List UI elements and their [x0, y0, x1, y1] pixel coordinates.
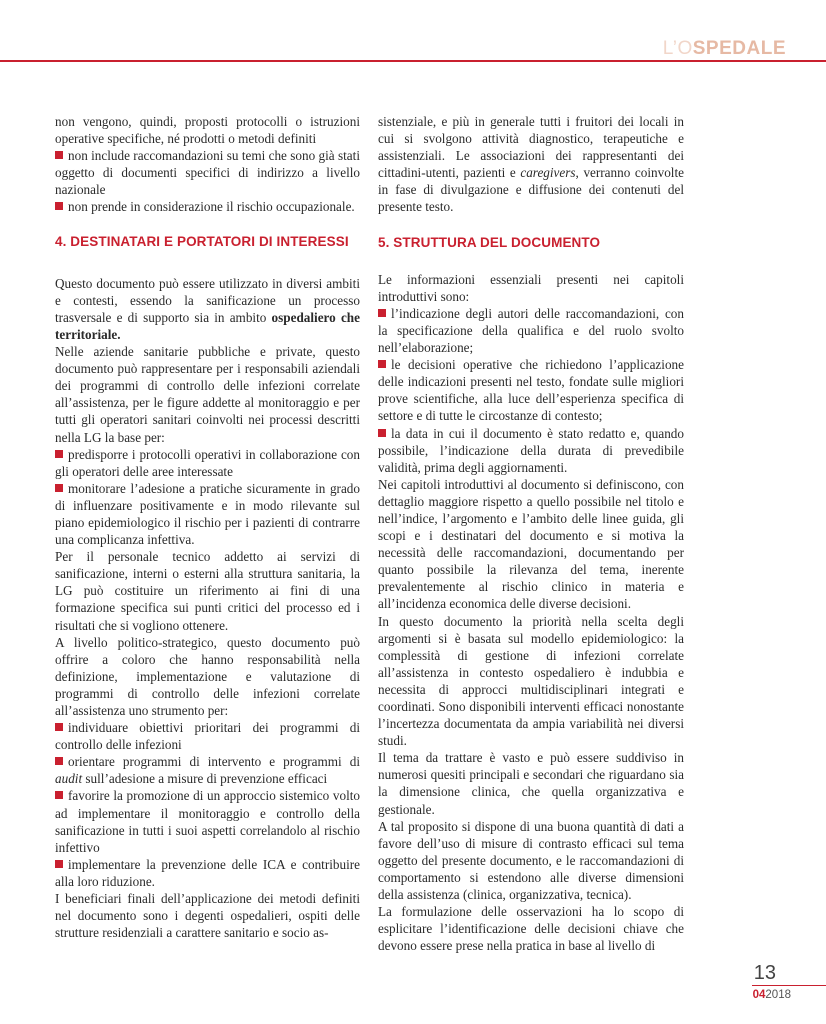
paragraph: La formulazione delle osservazioni ha lo scopo di esplicitare l’identificazione delle decisioni chiave che devono essere prese nella pratica in base al livello di	[378, 904, 684, 954]
paragraph: Il tema da trattare è vasto e può essere suddiviso in numerosi quesiti principali e secondari che riguardano sia la dimensione clinica, che quella organizzativa e gestionale.	[378, 750, 684, 817]
paragraph: Nelle aziende sanitarie pubbliche e private, questo documento può rappresentare per i responsabili aziendali dei programmi di controllo delle infezioni correlate all’assistenza, per le figure addette al monitoraggio e per tutti gli operatori sanitari coinvolti nei processi descritti nella LG la base per:	[55, 344, 360, 445]
paragraph: sistenziale, e più in generale tutti i fruitori dei locali in cui si svolgono attività diagnostico, terapeutiche e assistenziali. Le associazioni dei rappresentanti dei cittadini-utenti, pazienti e caregivers, verranno coinvolte in fase di divulgazione e diffusione dei contenuti del presente testo.	[378, 114, 684, 215]
bullet-square-icon	[378, 360, 386, 368]
masthead-prefix: L’O	[662, 38, 693, 59]
bullet-square-icon	[378, 429, 386, 437]
paragraph: Per il personale tecnico addetto ai servizi di sanificazione, interni o esterni alla struttura sanitaria, la LG può costituire un riferimento ai fini di una formazione specifica sui punti critici del processo ed i risultati che si vogliono ottenere.	[55, 549, 360, 633]
intro-paragraph: non vengono, quindi, proposti protocolli o istruzioni operative specifiche, né prodotti o metodi definiti	[55, 114, 360, 147]
section-heading-5: 5. STRUTTURA DEL DOCUMENTO	[378, 234, 601, 250]
list-item: le decisioni operative che richiedono l’applicazione delle indicazioni presenti nel testo, fondate sulle migliori prove scientifiche, alla luce dell’esperienza specifica di settore e di tutte le circostanze di contesto;	[378, 357, 684, 424]
list-item: orientare programmi di intervento e programmi di audit sull’adesione a misure di prevenzione efficaci	[55, 754, 360, 787]
issue-label: 042018	[752, 989, 791, 1001]
section-heading-4: 4. DESTINATARI E PORTATORI DI INTERESSI	[55, 233, 349, 249]
bullet-square-icon	[55, 202, 63, 210]
bullet-square-icon	[55, 151, 63, 159]
masthead-logo	[663, 38, 786, 60]
bullet-square-icon	[55, 484, 63, 492]
left-column	[55, 113, 360, 941]
masthead-title: SPEDALE	[692, 38, 786, 59]
list-item: individuare obiettivi prioritari dei programmi di controllo delle infezioni	[55, 720, 360, 753]
list-item: l’indicazione degli autori delle raccomandazioni, con la specificazione della qualifica e del ruolo svolto nell’elaborazione;	[378, 305, 684, 356]
paragraph: In questo documento la priorità nella scelta degli argomenti si è basata sul modello epidemiologico: la complessità di gestione di infezioni correlate all’assistenza in contesto ospedaliero è indubbia e necessita di approcci multidisciplinari integrati e coordinati. Sono disponibili interventi efficaci nonostante l’incertezza documentata da ampia variabilità nei diversi studi.	[378, 613, 684, 749]
footer-rule	[752, 985, 826, 986]
paragraph: A livello politico-strategico, questo documento può offrire a coloro che hanno responsabilità nella definizione, implementazione e valutazione di programmi di controllo delle infezioni correlate all’assistenza uno strumento per:	[55, 634, 360, 718]
list-item: implementare la prevenzione delle ICA e contribuire alla loro riduzione.	[55, 856, 360, 889]
bullet-square-icon	[55, 450, 63, 458]
paragraph: Nei capitoli introduttivi al documento si definiscono, con dettaglio maggiore rispetto a quello possibile nel titolo e nell’indice, l’argomento e l’ambito delle linee guida, gli scopi e i destinatari del documento e si motiva la necessità delle raccomandazioni, documentando per quanto possibile la rilevanza del tema, inerente prevalentemente al rischio clinico in materia e all’incidenza economica delle diverse decisioni.	[378, 476, 684, 612]
header-rule	[0, 60, 826, 62]
list-item: predisporre i protocolli operativi in collaborazione con gli operatori delle aree interessate	[55, 446, 360, 479]
bullet-square-icon	[55, 757, 63, 765]
page-number: 13	[753, 962, 776, 984]
right-column	[378, 113, 684, 954]
bullet-square-icon	[378, 309, 386, 317]
list-item: la data in cui il documento è stato redatto e, quando possibile, l’indicazione della durata di prevedibile validità, prima degli aggiornamenti.	[378, 425, 684, 475]
paragraph: Questo documento può essere utilizzato in diversi ambiti e contesti, essendo la sanificazione un processo trasversale e di supporto sia in ambito ospedaliero che territoriale.	[55, 275, 360, 342]
paragraph: A tal proposito si dispone di una buona quantità di dati a favore dell’uso di misure di contrasto efficaci sul tema oggetto del presente documento, e le raccomandazioni di comportamento si estendono alle diverse dimensioni della assistenza (clinica, organizzativa, tecnica).	[378, 818, 684, 903]
bullet-square-icon	[55, 723, 63, 731]
paragraph: Le informazioni essenziali presenti nei capitoli introduttivi sono:	[378, 271, 684, 304]
bullet-square-icon	[55, 860, 63, 868]
bullet-square-icon	[55, 791, 63, 799]
paragraph: I beneficiari finali dell’applicazione dei metodi definiti nel documento sono i degenti ospedalieri, ospiti delle strutture residenziali a carattere sanitario e socio as-	[55, 891, 360, 941]
list-item: non include raccomandazioni su temi che sono già stati oggetto di documenti specifici di indirizzo a livello nazionale	[55, 148, 360, 198]
list-item: non prende in considerazione il rischio occupazionale.	[55, 198, 360, 215]
list-item: favorire la promozione di un approccio sistemico volto ad implementare il monitoraggio e controllo della sanificazione in tutti i suoi aspetti correlandolo al rischio infettivo	[55, 788, 360, 855]
list-item: monitorare l’adesione a pratiche sicuramente in grado di influenzare positivamente e in modo rilevante sul piano epidemiologico il rischio per i pazienti di contrarre una complicanza infettiva.	[55, 480, 360, 548]
